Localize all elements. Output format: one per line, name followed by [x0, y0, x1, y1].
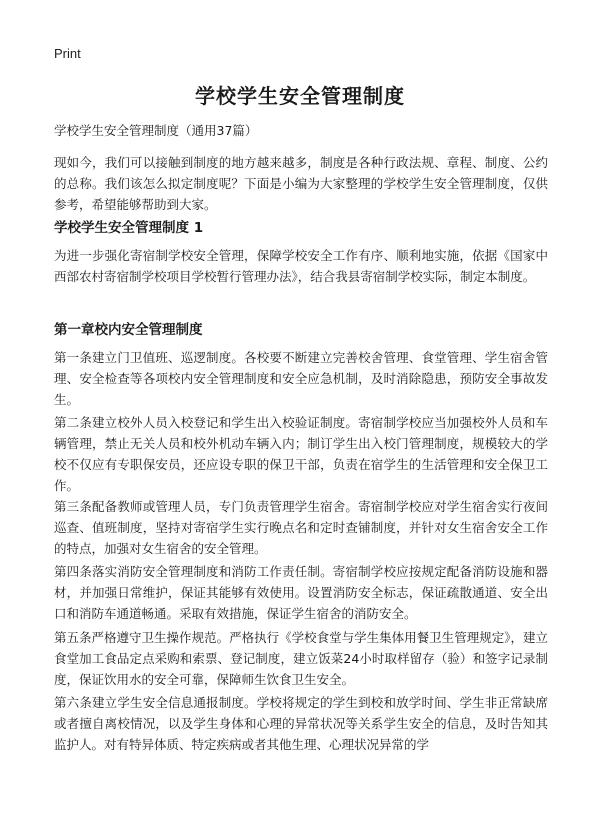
article-5: 第五条严格遵守卫生操作规范。严格执行《学校食堂与学生集体用餐卫生管理规定》，建立食堂加工食品定点采购和索票、登记制度，建立饭菜24小时取样留存（验）和签字记录制度，保证饮用水的安全可靠，保障师生饮食卫生安全。	[54, 630, 548, 687]
document-title: 学校学生安全管理制度	[195, 84, 405, 108]
article-2: 第二条建立校外人员入校登记和学生出入校验证制度。寄宿制学校应当加强校外人员和车辆管理，禁止无关人员和校外机动车辆入内；制订学生出入校门管理制度，规模较大的学校不仅应有专职保安员，还应设专职的保卫干部，负责在宿学生的生活管理和安全保卫工作。	[54, 415, 548, 493]
article-1: 第一条建立门卫值班、巡逻制度。各校要不断建立完善校舍管理、食堂管理、学生宿舍管理、安全检查等各项校内安全管理制度和安全应急机制，及时消除隐患，预防安全事故发生。	[54, 350, 548, 407]
chapter-heading: 第一章校内安全管理制度	[54, 322, 203, 338]
section-paragraph: 为进一步强化寄宿制学校安全管理，保障学校安全工作有序、顺利地实施，依据《国家中西部农村寄宿制学校项目学校暂行管理办法》，结合我县寄宿制学校实际，制定本制度。	[54, 248, 548, 284]
article-6: 第六条建立学生安全信息通报制度。学校将规定的学生到校和放学时间、学生非正常缺席或者擅自离校情况，以及学生身体和心理的异常状况等关系学生安全的信息，及时告知其监护人。对有特异体质、特定疾病或者其他生理、心理状况异常的学	[54, 695, 548, 752]
print-link[interactable]: Print	[54, 46, 81, 61]
article-3: 第三条配备教师或管理人员，专门负责管理学生宿舍。寄宿制学校应对学生宿舍实行夜间巡查、值班制度，坚持对寄宿学生实行晚点名和定时查铺制度，并针对女生宿舍安全工作的特点，加强对女生宿舍的安全管理。	[54, 499, 548, 556]
document-subtitle: 学校学生安全管理制度（通用37篇）	[54, 123, 258, 138]
article-4: 第四条落实消防安全管理制度和消防工作责任制。寄宿制学校应按规定配备消防设施和器材，并加强日常维护，保证其能够有效使用。设置消防安全标志，保证疏散通道、安全出口和消防车通道畅通。采取有效措施，保证学生宿舍的消防安全。	[54, 564, 548, 621]
intro-paragraph: 现如今，我们可以接触到制度的地方越来越多，制度是各种行政法规、章程、制度、公约的总称。我们该怎么拟定制度呢？下面是小编为大家整理的学校学生安全管理制度，仅供参考，希望能够帮助到大家。	[54, 155, 548, 212]
section-heading: 学校学生安全管理制度 1	[54, 220, 204, 236]
